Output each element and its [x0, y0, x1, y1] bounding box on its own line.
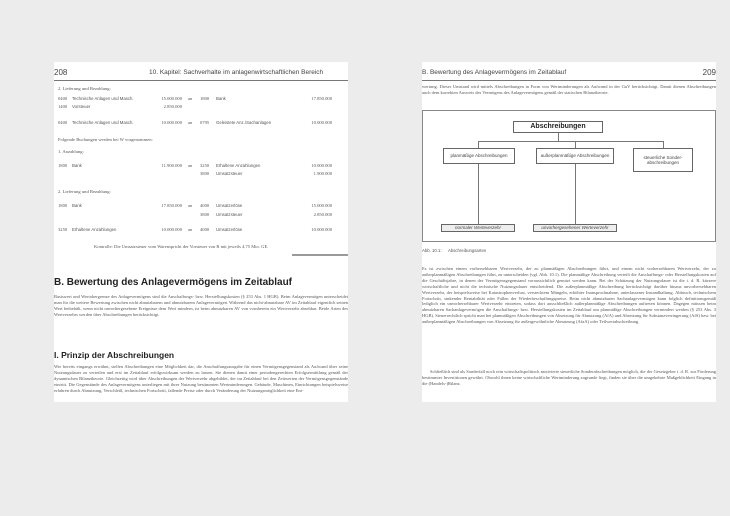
booking-cell-an: an — [188, 203, 193, 208]
booking-cell-desc2: Umsatzerlöse — [216, 227, 243, 232]
figure-caption-text: Abschreibungsarten — [448, 248, 487, 253]
booking-cell-an: an — [188, 120, 193, 125]
booking-cell-amt: 10.000.000 — [161, 227, 182, 232]
booking-cell-amt: 15.000.000 — [161, 96, 182, 101]
booking-cell-amt2: 17.850.000 — [311, 96, 332, 101]
booking-row — [58, 171, 344, 177]
section-heading: 1. Anzahlung: — [58, 149, 84, 154]
booking-cell-an: an — [188, 163, 193, 168]
booking-cell-amt2: 15.000.000 — [311, 203, 332, 208]
section-i-heading: I. Prinzip der Abschreibungen — [54, 350, 175, 360]
booking-cell-desc: Technische Anlagen und Masch. — [72, 96, 134, 101]
booking-cell-amt: 10.000.000 — [161, 120, 182, 125]
running-title-right: B. Bewertung des Anlagevermögens im Zeitablauf — [422, 69, 567, 76]
booking-cell-acc2: 3800 — [200, 170, 210, 176]
booking-row — [58, 163, 344, 169]
booking-row — [58, 104, 344, 110]
booking-cell-desc: Bank — [72, 203, 82, 208]
header-rule-left — [54, 80, 348, 81]
booking-cell-acc: 0400 — [58, 96, 68, 101]
booking-cell-acc2: 3800 — [200, 212, 210, 217]
booking-cell-acc2: 1800 — [200, 96, 210, 101]
section-heading: 2. Lieferung und Bezahlung: — [58, 189, 111, 194]
booking-row — [58, 212, 344, 218]
booking-cell-an: an — [188, 227, 193, 232]
diagram-leaf-normal: normaler Werteverzehr — [441, 224, 515, 232]
booking-cell-desc2: Erhaltene Anzahlungen — [216, 163, 261, 168]
booking-cell-acc: 1800 — [58, 203, 68, 208]
booking-cell-acc2: 4000 — [200, 227, 210, 232]
booking-cell-acc2: 0795 — [200, 120, 210, 125]
booking-cell-amt2: 10.000.000 — [311, 120, 332, 125]
section-b-heading: B. Bewertung des Anlagevermögens im Zeitablauf — [54, 277, 293, 288]
booking-row — [58, 96, 344, 102]
body-text: Es ist zwischen einem vorhersehbaren Wertverzehr, der zu planmäßigen Abschreibungen führt, und einem nicht vorhersehbaren Wertverzehr, der zu außerplanmäßigen Abschreibungen führt, zu unterscheiden (vgl. Abb. 10.1). Die planmäßige Abschreibung verteilt die Anschaffungs- oder Herstellungskosten auf die Geschäftsjahre, in denen der Vermögensgegenstand voraussichtlich genutzt werden kann. Bei der Schätzung der Nutzungsdauer ist die i. d. R. kürzere wirtschaftliche und nicht die technische Nutzungsdauer entscheidend. Die außerplanmäßige Abschreibung berücksichtigt darüber hinaus unvorhersehbaren Wertverzehr, der beispielsweise bei Katastrophenverlust, verstecktem Mängeln, erhöhter Inanspruchnahme, unterlassener Instandhaltung. Abbruch, technischem Fortschritt, sinkender Rentabilität oder Fallen der Wiederbeschaffungspreise. Beim nicht abnutzbaren Sachanlagevermögen kann folglich definitionsgemäß lediglich ein unvorhersehbarer Wertverzehr eintreten, sodass dort ausschließlich außerplanmäßige Abschreibungen auftreten können. Dagegen müssen beim abnutzbaren Sachanlagevermögen die Anschaffungs- bzw. Herstellungskosten im Zeitablauf um planmäßige Abschreibungen vermindert werden (§ 253 Abs. 3 HGB). Steuerrechtlich spricht man bei planmäßigen Abschreibungen von Absetzung für Abnutzung (AfA) und Absetzung für Substanzverringerung (AfS) bzw. bei außerplanmäßigen Abschreibungen von Absetzung für außergewöhnliche Abnutzung (AfaA) oder Teilwertabschreibung. — [422, 266, 716, 325]
booking-cell-desc: Erhaltene Anzahlungen — [72, 227, 117, 232]
end-marker — [292, 254, 348, 256]
booking-cell-desc: Technische Anlagen und Masch. — [72, 120, 134, 125]
section-i-text: Wie bereits eingangs erwähnt, stellen Abschreibungen eine Möglichkeit dar, die Anschaffungsausgabe für einen Vermögensgegenstand als Aufwand über seine Nutzungsdauer zu verteilen und erst im Zeitablauf erfolgswirksam werden zu lassen. Sie dienen damit einer periodengerechten Erfolgsermittlung gemäß der dynamischen Bilanztheorie. Gleichzeitig wird über Abschreibungen der Wertverzehr abgebildet, der im Zeitablauf bei den Zeitwerten der Vermögensgegenstände eintritt. Die Gegenstände des Anlagevermögens unterliegen mit ihrer Nutzung bestimmten Wertminderungen. Gebäude, Maschinen, Einrichtungen beispielsweise erfahren durch Abnutzung, Verschleiß, technischen Fortschritt, fallende Preise oder durch Veränderung der Nutzungsmöglichkeit eine Ent- — [54, 364, 348, 393]
booking-cell-amt2: 2.850.000 — [313, 212, 332, 217]
running-title-left: 10. Kapitel: Sachverhalte im anlagenwirtschaftlichen Bereich — [149, 69, 324, 76]
booking-row — [58, 203, 344, 209]
booking-cell-acc: 1800 — [58, 163, 68, 168]
booking-cell-amt2: 1.900.000 — [313, 170, 332, 176]
booking-cell-desc2: Umsatzsteuer — [216, 170, 243, 176]
diagram-leaf-unvorhergesehen: unvorhergesehener Werteverzehr — [533, 224, 617, 232]
booking-cell-acc2: 4000 — [200, 203, 210, 208]
booking-cell-acc: 3250 — [58, 227, 68, 232]
booking-cell-acc2: 3250 — [200, 163, 210, 168]
diagram-child-ausserplanmaessig: außerplanmäßige Abschreibungen — [536, 148, 614, 164]
booking-cell-an: an — [188, 96, 193, 101]
control-note: Kontrolle: Die Umsatzsteuer vom Warenspricht der Vorsteuer von R mit jeweils 4,75 Mio. GE. — [94, 244, 269, 249]
booking-cell-amt: 17.850.000 — [161, 203, 182, 208]
booking-row — [58, 120, 344, 126]
abschreibungen-diagram — [422, 110, 716, 242]
booking-cell-desc2: Bank — [216, 96, 226, 101]
figure-caption-label: Abb. 10.1: — [422, 248, 442, 253]
booking-cell-desc: Bank — [72, 163, 82, 168]
booking-cell-desc: Vorsteuer — [72, 103, 91, 109]
page-number-left: 208 — [54, 68, 68, 77]
booking-cell-desc2: Umsatzsteuer — [216, 212, 243, 217]
right-page — [422, 62, 716, 402]
running-header-left — [54, 68, 348, 78]
booking-cell-amt: 11.900.000 — [161, 163, 182, 168]
section-heading: 2. Lieferung und Bezahlung: — [58, 86, 111, 91]
booking-cell-desc2: Umsatzerlöse — [216, 203, 243, 208]
booking-cell-amt2: 10.000.000 — [311, 227, 332, 232]
booking-cell-acc: 0400 — [58, 120, 68, 125]
running-header-right — [422, 68, 716, 78]
top-text: wertung. Dieser Umstand wird mittels Abschreibungen in Form von Wertminderungen als Aufwand in der GuV berücksichtigt. Damit dienen Abschreibungen auch dem korrekten Ausweis des Vermögens des Anlagevermögens gemäß der statischen Bilanztheorie. — [422, 84, 716, 95]
left-page — [54, 62, 348, 402]
header-rule-right — [422, 80, 716, 81]
diagram-child-steuerlich: steuerliche Sonder-abschreibungen — [633, 148, 693, 172]
section-b-text: Basiswert und Wertobergrenze des Anlagevermögens sind die Anschaffungs- bzw. Herstellungskosten (§ 253 Abs. 1 HGB). Beim Anlagevermögen unterscheidet man für die weitere Bewertung zwischen nicht abnutzbarem und abnutzbarem Anlagevermögen. Während das nicht-abnutzbare AV im Zeitablauf eigentlich seinen Wert beibehält, wenn nicht unvorhergesehene Ereignisse dem Wert mindern, ist beim abnutzbaren AV von vornherein ein Wertverzehr absehbar. Beide Arten des Wertverzehrs werden über Abschreibungen berücksichtigt. — [54, 294, 348, 317]
diagram-child-planmaessig: planmäßige Abschreibungen — [443, 148, 515, 164]
page-number-right: 209 — [702, 68, 716, 77]
intro-text: Folgende Buchungen werden bei W vorgenommen: — [58, 137, 153, 142]
body-text-2: Schließlich sind als Sonderfall noch rein wirtschaftspolitisch motivierte steuerliche Sonderabschreibungen möglich, die der Gesetzgeber i. d. R. zur Förderung bestimmter Investitionen gewährt. Obwohl ihnen keine wirtschaftliche Wertminderung zugrunde liegt, finden sie über die umgekehrte Maßgeblichkeit Eingang in die (Handels-)Bilanz. — [422, 369, 716, 386]
booking-row — [58, 227, 344, 233]
booking-cell-acc: 1400 — [58, 103, 68, 109]
diagram-root: Abschreibungen — [513, 121, 603, 133]
booking-cell-amt2: 10.000.000 — [311, 163, 332, 168]
booking-cell-amt: 2.850.000 — [163, 103, 182, 109]
booking-cell-desc2: Geleistete Anz./Sachanlagen — [216, 120, 272, 125]
